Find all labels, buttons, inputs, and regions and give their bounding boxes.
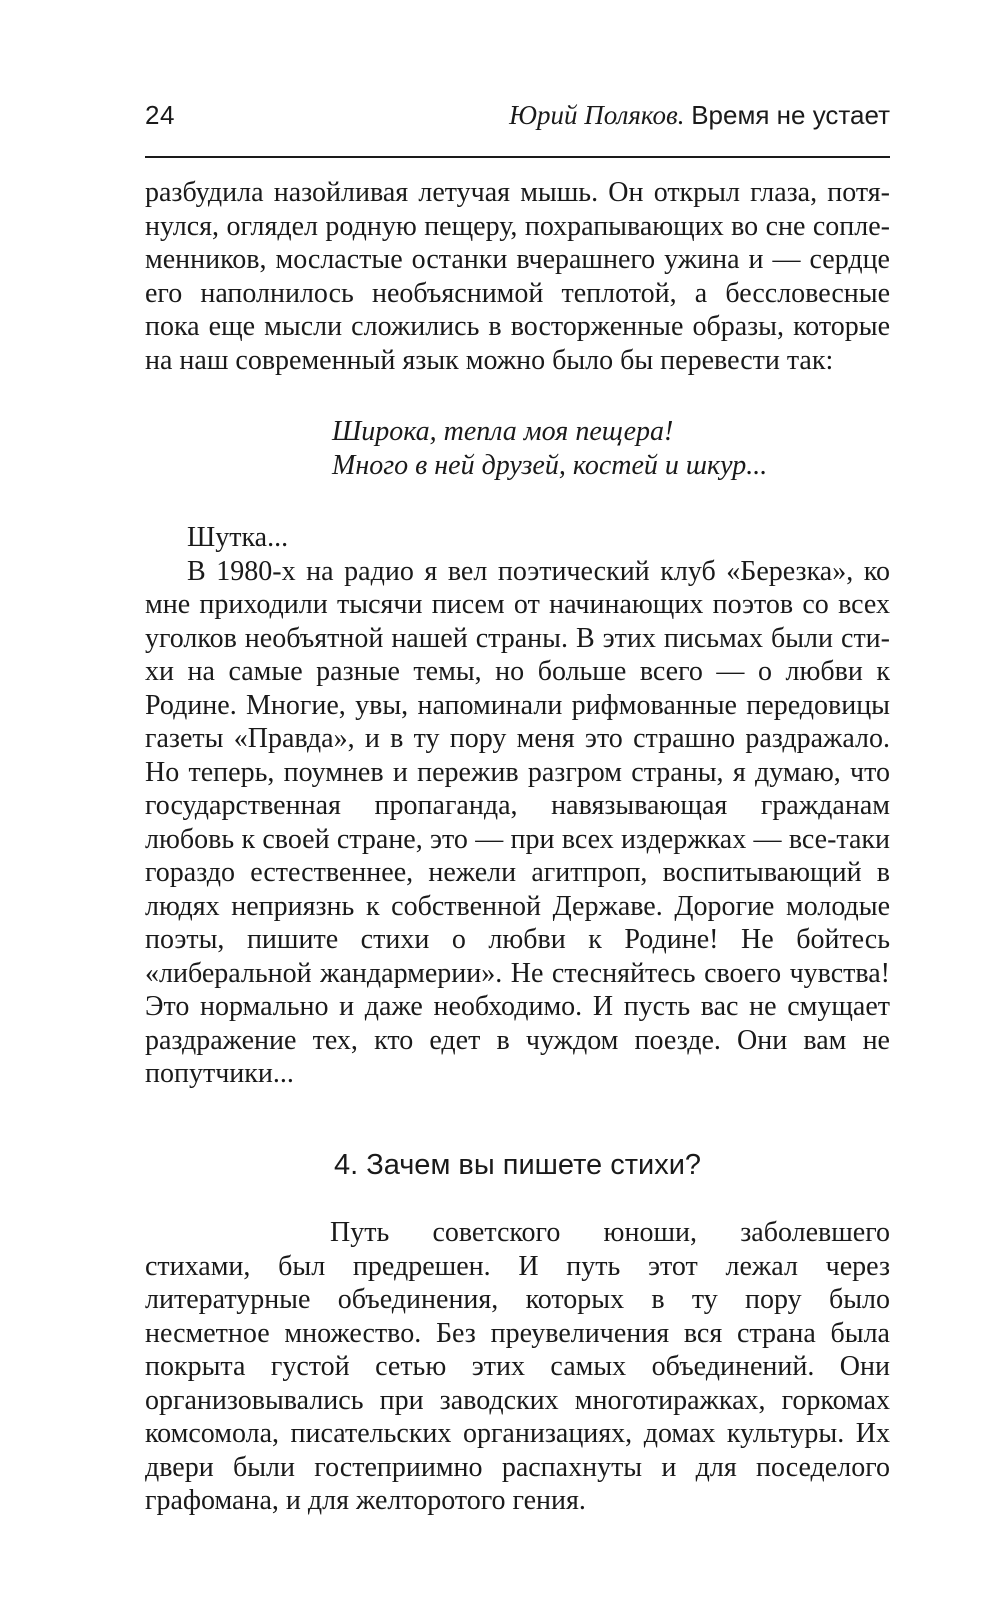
poem-quote (332, 415, 890, 483)
header-author: Юрий Поляков. (509, 100, 685, 130)
header-book-title: Время не устает (691, 100, 890, 130)
section-heading: 4. Зачем вы пишете стихи? (333, 1148, 702, 1181)
page-number: 24 (145, 100, 175, 130)
running-header (145, 100, 890, 152)
book-page (145, 100, 890, 1518)
header-right (509, 100, 890, 131)
paragraph-continued: разбудила назойливая летучая мышь. Он открыл глаза, потянулся, оглядел родную пещеру, похрапывающих во сне соплеменников, мосластые останки вчерашнего ужина и — сердце его наполнилось необъяснимой теплотой, а бессловесные пока еще мысли сложились в восторженные образы, которые на наш современный язык можно было бы перевести так: (145, 177, 890, 376)
paragraph-section-lead: Путь советского юноши, заболевшего стихами, был предрешен. И путь этот лежал через литературные объединения, которых в ту пору было несметное множество. Без преувеличения вся страна была покрыта густой сетью этих самых объединений. Они организовывались при заводских многотиражках, горкомах комсомола, писательских организациях, домах культуры. Их двери были гостеприимно распахнуты и для поседелого графомана, и для желторотого гения. (145, 1217, 890, 1516)
poem-line: Много в ней друзей, костей и шкур... (332, 450, 768, 481)
paragraph-joke: Шутка... (187, 522, 289, 553)
poem-line: Широка, тепла моя пещера! (332, 416, 674, 447)
header-rule (145, 156, 890, 158)
body-text (145, 176, 890, 1518)
paragraph-radio-club: В 1980-х на радио я вел поэтический клуб «Березка», ко мне приходили тысячи писем от начинающих поэтов со всех уголков необъятной нашей страны. В этих письмах были стихи на самые разные темы, но больше всего — о любви к Родине. Многие, увы, напоминали рифмованные передовицы газеты «Правда», и в ту пору меня это страшно раздражало. Но теперь, поумнев и пережив разгром страны, я думаю, что государственная пропаганда, навязывающая гражданам любовь к своей стране, это — при всех издержках — все-таки гораздо естественнее, нежели агитпроп, воспитывающий в людях неприязнь к собственной Державе. Дорогие молодые поэты, пишите стихи о любви к Родине! Не бойтесь «либеральной жандармерии». Не стесняйтесь своего чувства! Это нормально и даже необходимо. И пусть вас не смущает раздражение тех, кто едет в чуждом поезде. Они вам не попутчики... (145, 555, 890, 1089)
